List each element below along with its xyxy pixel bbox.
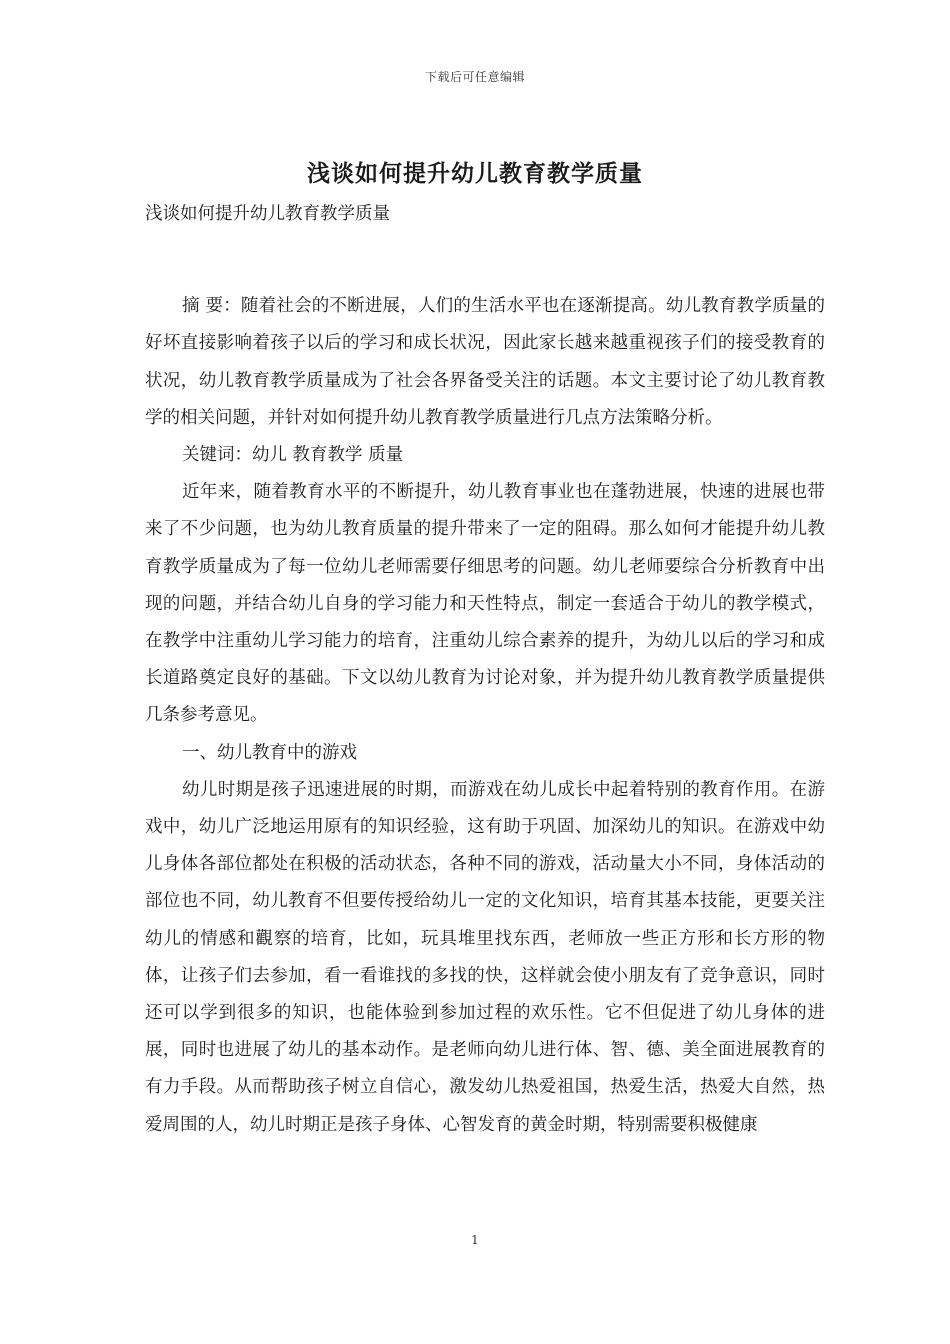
page-number: 1 [471, 1233, 479, 1247]
intro-paragraph: 近年来，随着教育水平的不断提升，幼儿教育事业也在蓬勃进展，快速的进展也带来了不少问题，也为幼儿教育质量的提升带来了一定的阻碍。那么如何才能提升幼儿教育教学质量成为了每一位幼儿老师需要仔细思考的问题。幼儿老师要综合分析教育中出现的问题，并结合幼儿自身的学习能力和天性特点，制定一套适合于幼儿的教学模式，在教学中注重幼儿学习能力的培育，注重幼儿综合素养的提升，为幼儿以后的学习和成长道路奠定良好的基础。下文以幼儿教育为讨论对象，并为提升幼儿教育教学质量提供几条参考意见。 [145, 482, 825, 726]
keywords-line: 关键词：幼儿 教育教学 质量 [182, 445, 404, 466]
section-heading: 一、幼儿教育中的游戏 [182, 742, 357, 763]
document-title: 浅谈如何提升幼儿教育教学质量 [307, 160, 643, 187]
abstract-paragraph: 摘 要：随着社会的不断进展，人们的生活水平也在逐渐提高。幼儿教育教学质量的好坏直接影响着孩子以后的学习和成长状况，因此家长越来越重视孩子们的接受教育的状况，幼儿教育教学质量成为了社会各界备受关注的话题。本文主要讨论了幼儿教育教学的相关问题，并针对如何提升幼儿教育教学质量进行几点方法策略分析。 [145, 296, 825, 428]
section-paragraph: 幼儿时期是孩子迅速进展的时期，而游戏在幼儿成长中起着特别的教育作用。在游戏中，幼儿广泛地运用原有的知识经验，这有助于巩固、加深幼儿的知识。在游戏中幼儿身体各部位都处在积极的活动状态，各种不同的游戏，活动量大小不同，身体活动的部位也不同，幼儿教育不但要传授给幼儿一定的文化知识，培育其基本技能，更要关注幼儿的情感和觀察的培育，比如，玩具堆里找东西，老师放一些正方形和长方形的物体，让孩子们去参加，看一看谁找的多找的快，这样就会使小朋友有了竞争意识，同时还可以学到很多的知识，也能体验到参加过程的欢乐性。它不但促进了幼儿身体的进展，同时也进展了幼儿的基本动作。是老师向幼儿进行体、智、德、美全面进展教育的有力手段。从而帮助孩子树立自信心，激发幼儿热爱祖国，热爱生活，热爱大自然，热爱周围的人，幼儿时期正是孩子身体、心智发育的黄金时期，特别需要积极健康 [145, 779, 825, 1135]
document-subtitle: 浅谈如何提升幼儿教育教学质量 [145, 204, 390, 224]
blank-line [145, 233, 825, 288]
page-header-note: 下载后可任意编辑 [424, 70, 525, 84]
document-body [145, 196, 825, 1144]
